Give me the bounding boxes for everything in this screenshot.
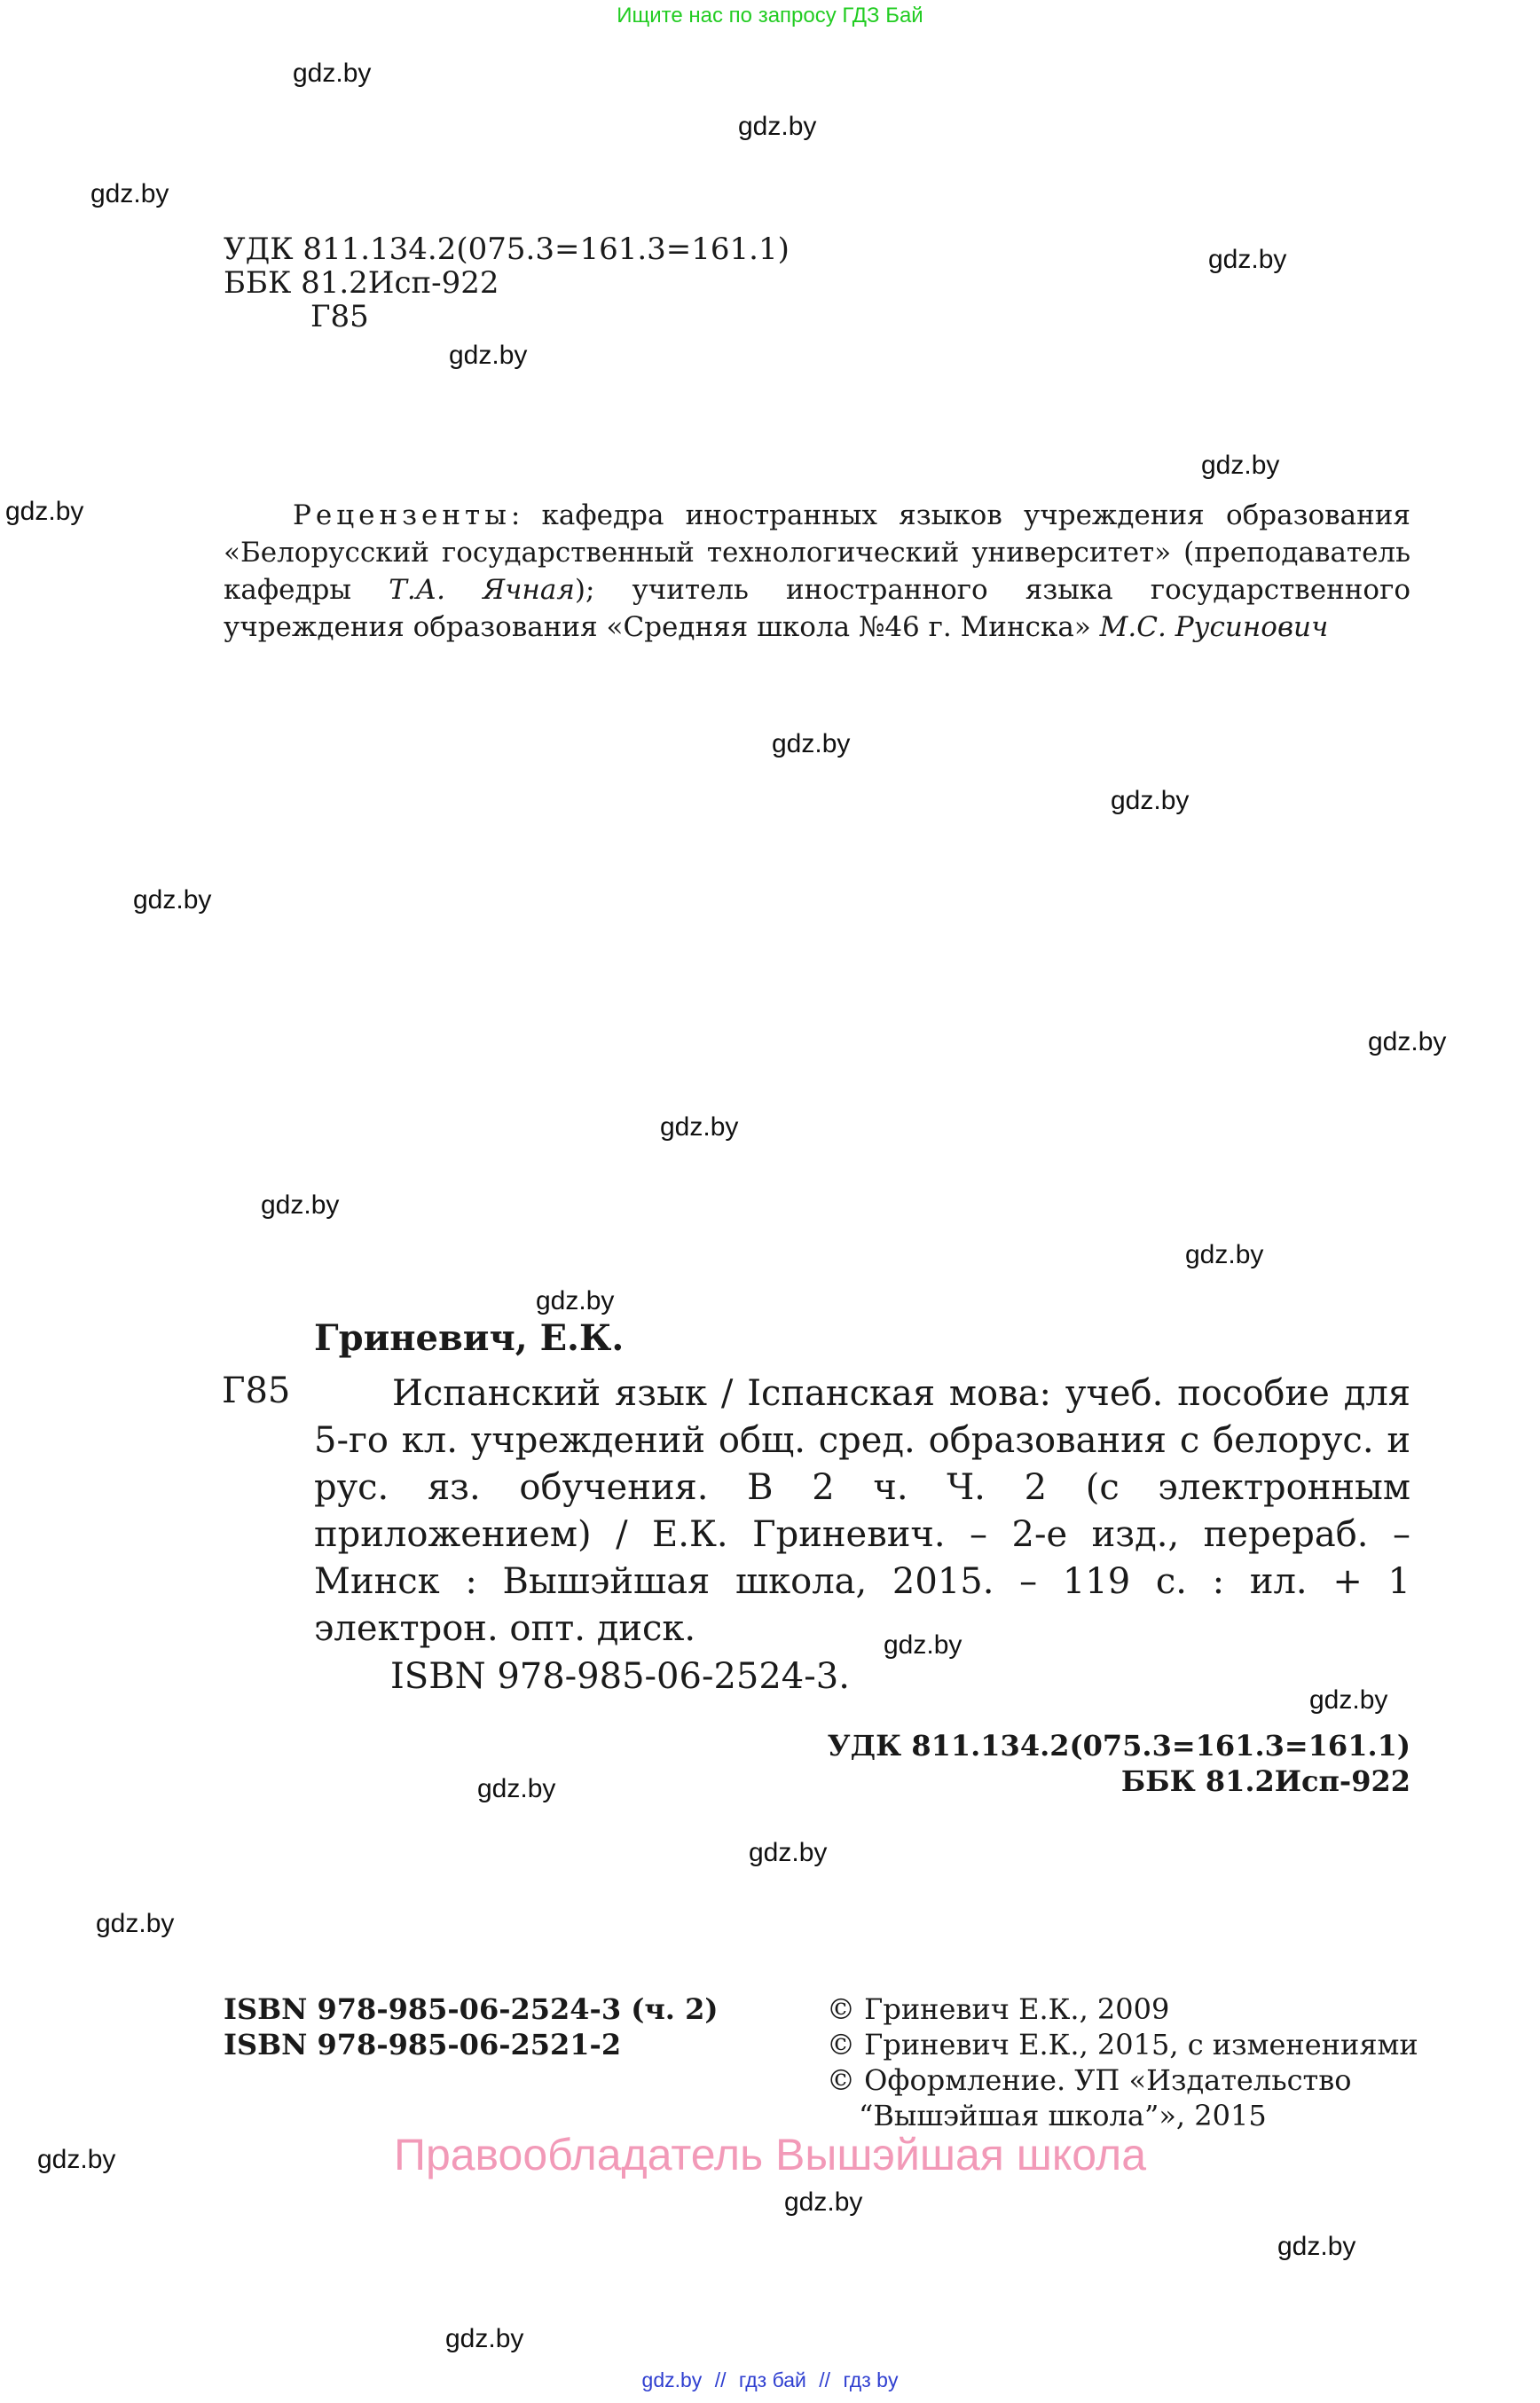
watermark: gdz.by xyxy=(1201,451,1280,480)
copyright-line: “Вышэйшая школа”», 2015 xyxy=(859,2099,1267,2132)
watermark: gdz.by xyxy=(749,1838,828,1867)
author-mark: Г85 xyxy=(310,299,369,334)
watermark: gdz.by xyxy=(1111,786,1190,815)
reviewers-text: ); учитель иностранного языка государственного учреждения образования «Средняя школа №46 г. Минска» xyxy=(224,574,1410,643)
watermark: gdz.by xyxy=(536,1286,615,1315)
copyright-line: © Гриневич Е.К., 2009 xyxy=(827,1992,1170,2026)
isbn-item: ISBN 978-985-06-2521-2 xyxy=(224,2028,622,2061)
reviewers-paragraph xyxy=(224,497,1410,646)
copyright-line: © Гриневич Е.К., 2015, с изменениями xyxy=(827,2028,1418,2061)
footer-link-gdz-by[interactable]: gdz.by xyxy=(641,2368,703,2391)
watermark: gdz.by xyxy=(784,2187,863,2217)
watermark: gdz.by xyxy=(1185,1240,1264,1269)
footer-link-gdz-by-alt[interactable]: гдз by xyxy=(843,2368,899,2391)
watermark: gdz.by xyxy=(477,1774,556,1803)
call-number: Г85 xyxy=(222,1370,291,1411)
reviewers-text: : кафедра иностранных языков учреждения образования «Белорусский государственный технологический университет» (преподаватель кафедры xyxy=(224,499,1410,606)
rights-holder-watermark: Правообладатель Вышэйшая школа xyxy=(394,2130,1146,2179)
footer-link-gdz-bai[interactable]: гдз бай xyxy=(738,2368,806,2391)
isbn-item: ISBN 978-985-06-2524-3 (ч. 2) xyxy=(224,1992,719,2026)
classification-block xyxy=(224,232,790,334)
watermark: gdz.by xyxy=(738,112,817,141)
watermark: gdz.by xyxy=(1208,245,1287,274)
watermark: gdz.by xyxy=(772,729,851,758)
watermark: gdz.by xyxy=(660,1112,739,1142)
isbn-list xyxy=(224,1991,718,2062)
description-text: Испанский язык / Іспанская мова: учеб. пособие для 5-го кл. учреждений общ. сред. образования с белорус. и рус. яз. обучения. В 2 ч. Ч. 2 (с электронным приложением) / Е.К. Гриневич. – 2-е изд., перераб. – Минск : Вышэйшая школа, 2015. – 119 с. : ил. + 1 электрон. опт. диск. xyxy=(314,1373,1410,1649)
watermark: gdz.by xyxy=(1309,1685,1388,1715)
watermark: gdz.by xyxy=(133,885,212,915)
bbk-code: ББК 81.2Исп-922 xyxy=(224,265,499,301)
author-heading: Гриневич, Е.К. xyxy=(314,1317,625,1359)
watermark: gdz.by xyxy=(261,1190,340,1220)
top-banner: Ищите нас по запросу ГДЗ Бай xyxy=(617,4,923,27)
watermark: gdz.by xyxy=(96,1909,175,1938)
watermark: gdz.by xyxy=(445,2324,524,2353)
reviewer-name: Т.А. Ячная xyxy=(389,574,575,606)
udk-code: УДК 811.134.2(075.3=161.3=161.1) xyxy=(224,232,790,267)
catalog-isbn: ISBN 978-985-06-2524-3. xyxy=(390,1656,850,1697)
copyright-block xyxy=(827,1991,1418,2133)
udk-right-block xyxy=(828,1728,1410,1799)
footer-separator: // xyxy=(819,2368,831,2391)
bbk-code-right: ББК 81.2Исп-922 xyxy=(1120,1764,1410,1798)
reviewers-label: Рецензенты xyxy=(293,499,511,531)
copyright-line: © Оформление. УП «Издательство xyxy=(827,2063,1352,2097)
watermark: gdz.by xyxy=(1368,1027,1447,1056)
udk-code-right: УДК 811.134.2(075.3=161.3=161.1) xyxy=(827,1729,1410,1763)
footer-links xyxy=(0,2368,1540,2392)
footer-separator: // xyxy=(714,2368,727,2391)
watermark: gdz.by xyxy=(37,2145,116,2174)
watermark: gdz.by xyxy=(1277,2232,1356,2261)
watermark: gdz.by xyxy=(293,59,372,88)
watermark: gdz.by xyxy=(90,179,169,208)
watermark: gdz.by xyxy=(449,341,528,370)
reviewer-name: М.С. Русинович xyxy=(1099,611,1329,643)
watermark: gdz.by xyxy=(5,497,84,526)
catalog-description xyxy=(314,1370,1410,1653)
watermark: gdz.by xyxy=(884,1630,962,1660)
